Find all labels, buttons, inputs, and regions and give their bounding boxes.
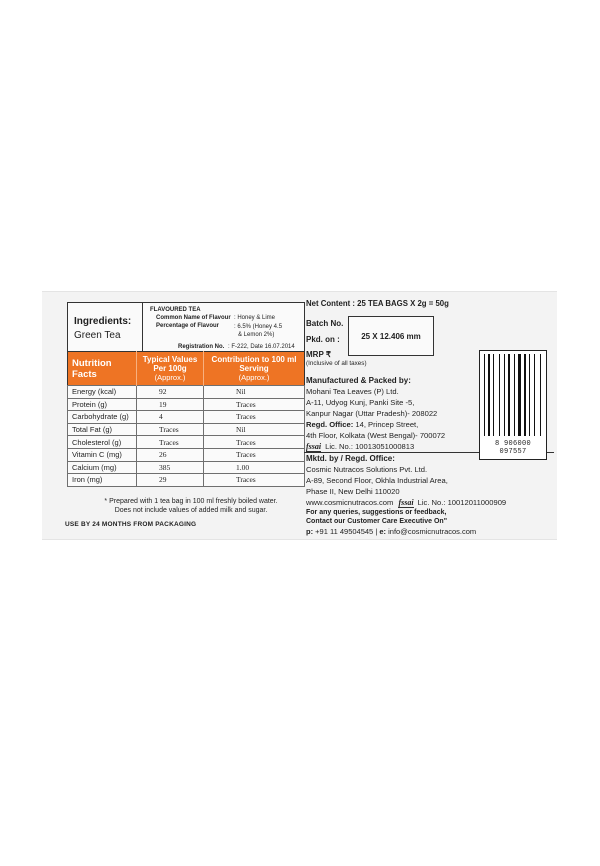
net-content: Net Content : 25 TEA BAGS X 2g = 50g — [306, 299, 449, 308]
marketer-web-license — [306, 498, 506, 508]
ingredients-title: Ingredients: — [74, 316, 132, 327]
common-name-label: Common Name of Flavour — [156, 315, 231, 321]
nutrition-label-cell: Vitamin C (mg) — [68, 448, 137, 461]
per-100g-cell: Traces — [137, 436, 204, 449]
nutrition-row — [68, 411, 305, 424]
phone-label: p: — [306, 527, 314, 536]
nutrition-row — [68, 474, 305, 487]
manufacturer-license-number: Lic. No.: 10013051000813 — [325, 442, 415, 451]
regd-office-line-1: 14, Princep Street, — [353, 420, 419, 429]
marketer-line-3: Phase II, New Delhi 110020 — [306, 487, 400, 496]
manufacturer-line-2: A-11, Udyog Kunj, Panki Site -5, — [306, 398, 415, 407]
manufacturer-line-3: Kanpur Nagar (Uttar Pradesh)- 208022 — [306, 409, 438, 418]
mrp-label: MRP ₹ — [306, 350, 331, 359]
serving-cell: Traces — [204, 398, 305, 411]
barcode-bar — [514, 354, 515, 436]
ingredients-cell — [68, 303, 143, 355]
barcode-bar — [540, 354, 541, 436]
nutrition-row — [68, 423, 305, 436]
barcode — [479, 350, 547, 460]
contribution-sub: (Approx.) — [238, 373, 270, 382]
fssai-logo-2: fssai — [398, 498, 414, 507]
website-text: www.cosmicnutracos.com — [306, 498, 394, 507]
barcode-bar — [493, 354, 494, 436]
dimension-text: 25 X 12.406 mm — [361, 331, 421, 341]
fssai-logo: fssai — [306, 442, 322, 451]
barcode-bar — [508, 354, 510, 436]
nutrition-row — [68, 448, 305, 461]
email-address: info@cosmicnutracos.com — [386, 527, 477, 536]
nutrition-footnote — [71, 497, 311, 515]
footnote-line-2: Does not include values of added milk and sugar. — [114, 507, 268, 514]
serving-cell: Traces — [204, 474, 305, 487]
queries-line-1: For any queries, suggestions or feedback, — [306, 509, 447, 516]
barcode-bar — [499, 354, 500, 436]
contact-separator: | — [373, 527, 380, 536]
nutrition-label-cell: Protein (g) — [68, 398, 137, 411]
serving-cell: Nil — [204, 386, 305, 399]
serving-cell: Nil — [204, 423, 305, 436]
nutrition-label-cell: Energy (kcal) — [68, 386, 137, 399]
pkd-label: Pkd. on : — [306, 335, 340, 344]
registration-value: : F-222, Date 16.07.2014 — [228, 344, 295, 350]
use-by-note: USE BY 24 MONTHS FROM PACKAGING — [65, 521, 197, 528]
serving-cell: Traces — [204, 436, 305, 449]
manufacturer-line-1: Mohani Tea Leaves (P) Ltd. — [306, 387, 399, 396]
nutrition-table — [67, 351, 305, 487]
serving-cell: Traces — [204, 448, 305, 461]
nutrition-label-cell: Carbohydrate (g) — [68, 411, 137, 424]
typical-values-sub: (Approx.) — [154, 373, 186, 382]
contribution-main: Contribution to 100 ml Serving — [211, 355, 297, 373]
percentage-label: Percentage of Flavour — [156, 323, 220, 329]
regd-office-line-2: 4th Floor, Kolkata (West Bengal)- 700072 — [306, 431, 446, 440]
nutrition-label-cell: Cholesterol (g) — [68, 436, 137, 449]
nutrition-label-cell: Iron (mg) — [68, 474, 137, 487]
serving-cell: 1.00 — [204, 461, 305, 474]
serving-cell: Traces — [204, 411, 305, 424]
per-100g-cell: 4 — [137, 411, 204, 424]
marketer-line-2: A-89, Second Floor, Okhla Industrial Area, — [306, 476, 448, 485]
percentage-value-1: : 6.5% (Honey 4.5 — [234, 324, 283, 330]
regd-office-label: Regd. Office: — [306, 420, 354, 429]
dimension-box — [348, 316, 434, 356]
barcode-bar — [488, 354, 490, 436]
barcode-bar — [529, 354, 530, 436]
mrp-note: (Inclusive of all taxes) — [306, 360, 367, 367]
per-100g-cell: 19 — [137, 398, 204, 411]
barcode-bar — [504, 354, 505, 436]
typical-values-main: Typical Values Per 100g — [142, 355, 198, 373]
per-100g-cell: Traces — [137, 423, 204, 436]
typical-values-header — [137, 352, 204, 386]
nutrition-label-cell: Calcium (mg) — [68, 461, 137, 474]
email-label: e: — [379, 527, 387, 536]
footnote-line-1: * Prepared with 1 tea bag in 100 ml freshly boiled water. — [104, 498, 278, 505]
barcode-number: 8 906000 097557 — [494, 440, 531, 456]
nutrition-row — [68, 386, 305, 399]
barcode-bar — [484, 354, 485, 436]
nutrition-row — [68, 436, 305, 449]
flavoured-tea-label: FLAVOURED TEA — [150, 307, 201, 313]
per-100g-cell: 92 — [137, 386, 204, 399]
nutrition-row — [68, 398, 305, 411]
marketer-license-number: Lic. No.: 10012011000909 — [417, 498, 507, 507]
marketer-line-1: Cosmic Nutracos Solutions Pvt. Ltd. — [306, 465, 428, 474]
registration-label: Registration No. — [178, 344, 225, 350]
marketer-title: Mktd. by / Regd. Office: — [306, 454, 395, 463]
percentage-value-2: & Lemon 2%) — [238, 332, 275, 338]
nutrition-facts-header: Nutrition Facts — [68, 352, 137, 386]
common-name-value: : Honey & Lime — [234, 315, 276, 321]
ingredients-value: Green Tea — [74, 330, 121, 341]
label-panel — [42, 291, 557, 540]
phone-number: +91 11 49504545 — [313, 527, 374, 536]
regd-office-line — [306, 420, 418, 429]
per-100g-cell: 385 — [137, 461, 204, 474]
contact-line — [306, 527, 476, 536]
per-100g-cell: 29 — [137, 474, 204, 487]
nutrition-label-cell: Total Fat (g) — [68, 423, 137, 436]
batch-label: Batch No. — [306, 319, 344, 328]
barcode-bar — [534, 354, 535, 436]
nutrition-header-row — [68, 352, 305, 386]
manufacturer-title: Manufactured & Packed by: — [306, 376, 411, 385]
contribution-header — [204, 352, 305, 386]
ingredients-box — [67, 302, 305, 356]
manufacturer-license — [306, 442, 414, 452]
queries-line-2: Contact our Customer Care Executive On" — [306, 518, 448, 525]
per-100g-cell: 26 — [137, 448, 204, 461]
barcode-bar — [524, 354, 526, 436]
nutrition-row — [68, 461, 305, 474]
barcode-bar — [518, 354, 521, 436]
